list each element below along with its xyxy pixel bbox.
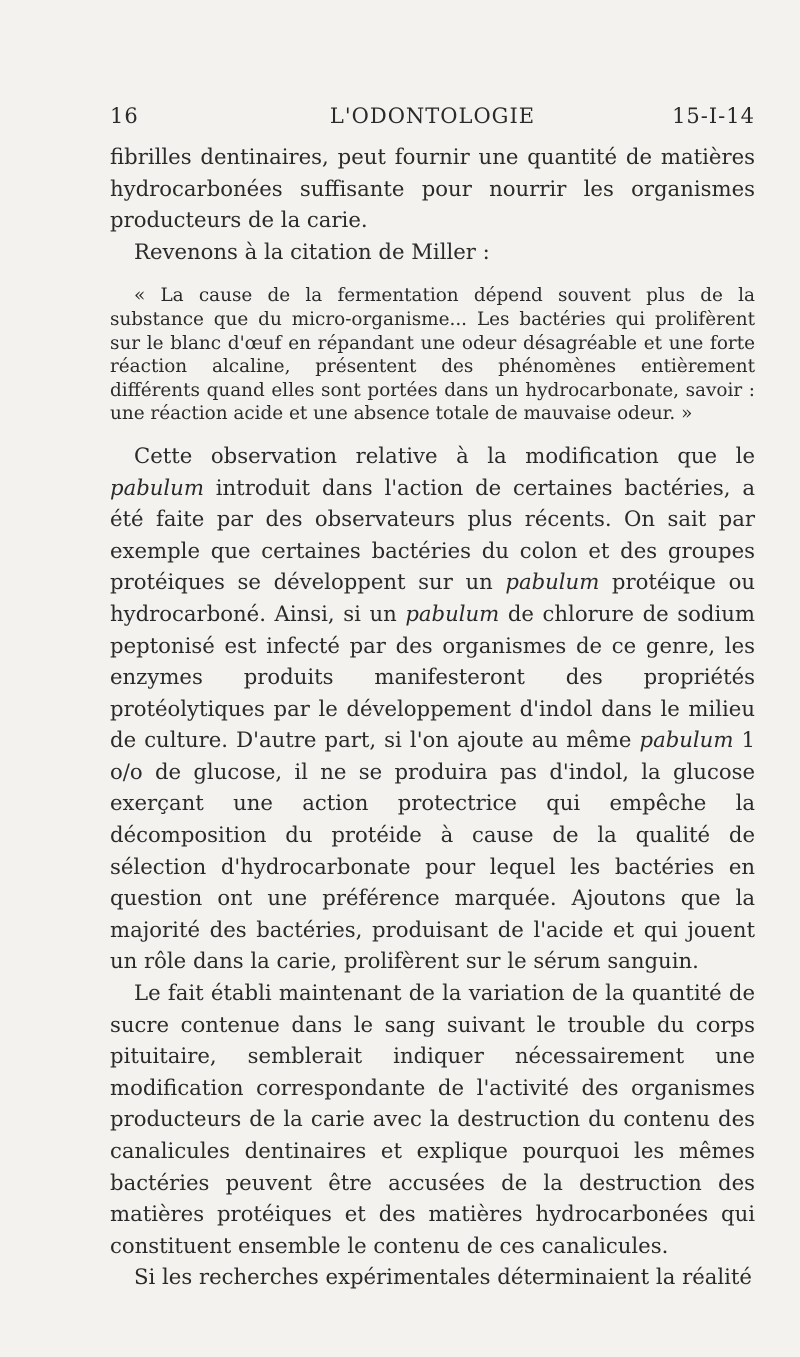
pabulum-term: pabulum <box>110 474 204 500</box>
pabulum-term: pabulum <box>405 600 500 626</box>
running-header <box>110 104 755 138</box>
paragraph-4-part-e: protéique ou hydrocarboné. Ainsi, si un <box>110 569 755 626</box>
paragraph-4-part-g: de chlorure de sodium peptonisé est infecté par des organismes de ce genre, les enzymes produits manifesteront des propriétés protéolytiques par le développement d'indol dans le milieu de culture. D'autre part, si l'on ajoute au même <box>110 600 755 753</box>
pabulum-term: pabulum <box>639 727 734 753</box>
miller-quotation: « La cause de la fermentation dépend souvent plus de la substance que du micro-organisme... Les bactéries qui prolifèrent sur le blanc d'œuf en répandant une odeur désagréable et une forte réaction alcaline, présentent des phénomènes entièrement différents quand elles sont portées dans un hydrocarbonate, savoir : une réaction acide et une absence totale de mauvaise odeur. » <box>110 285 755 425</box>
pabulum-term: pabulum <box>505 569 600 595</box>
paragraph-6: Si les recherches expérimentales déterminaient la réalité <box>134 1264 752 1290</box>
paragraph-1: fibrilles dentinaires, peut fournir une quantité de matières hydrocarbonées suffisante pour nourrir les organismes producteurs de la carie. <box>110 144 755 233</box>
paragraph-4 <box>110 440 755 977</box>
journal-title: L'ODONTOLOGIE <box>329 104 536 128</box>
paragraph-5: Le fait établi maintenant de la variation de la quantité de sucre contenue dans le sang suivant le trouble du corps pituitaire, semblerait indiquer nécessairement une modification correspondante de l'activité des organismes producteurs de la carie avec la destruction du contenu des canalicules dentinaires et explique pourquoi les mêmes bactéries peuvent être accusées de la destruction des matières protéiques et des matières hydrocarbonées qui constituent ensemble le contenu de ces canalicules. <box>110 980 755 1258</box>
paragraph-4-part-c: introduit dans l'action de certaines bactéries, a été faite par des observateurs plus récents. On sait par exemple que certaines bactéries du colon et des groupes protéiques se développent sur un <box>110 474 755 595</box>
body-text <box>110 141 755 1293</box>
paragraph-2: Revenons à la citation de Miller : <box>134 238 490 264</box>
paragraph-4-part-a: Cette observation relative à la modification que le <box>134 442 755 468</box>
issue-date: 15-I-14 <box>672 104 755 128</box>
paragraph-4-part-i: 1 o/o de glucose, il ne se produira pas d'indol, la glucose exerçant une action protectrice qui empêche la décomposition du protéide à cause de la qualité de sélection d'hydrocarbonate pour lequel les bactéries en question ont une préférence marquée. Ajoutons que la majorité des bactéries, produisant de l'acide et qui jouent un rôle dans la carie, prolifèrent sur le sérum sanguin. <box>110 727 755 974</box>
page-number: 16 <box>110 104 139 128</box>
